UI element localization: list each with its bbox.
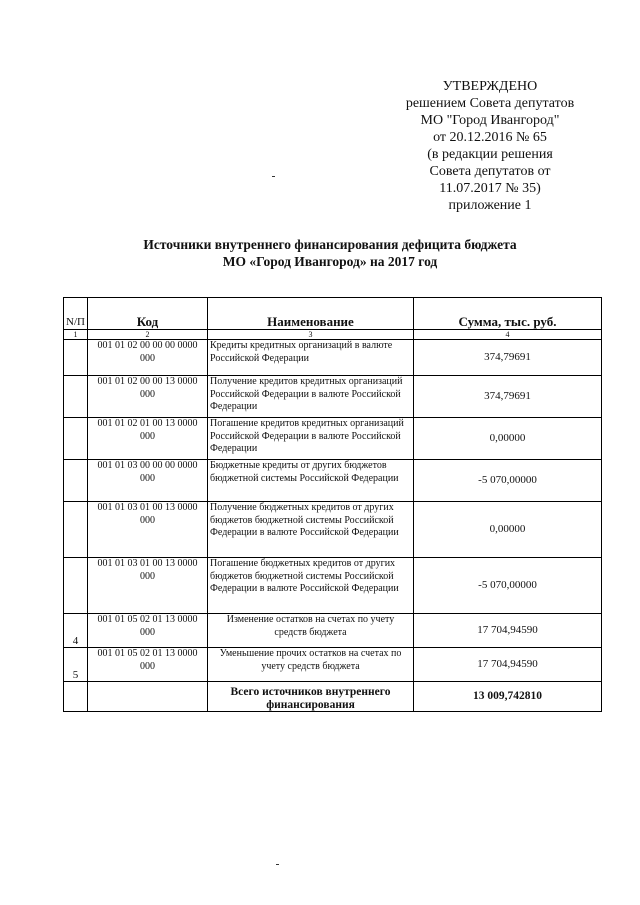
scan-speck xyxy=(272,176,275,177)
row-number xyxy=(64,340,88,376)
approval-appendix: приложение 1 xyxy=(448,198,532,213)
title-line-1: Источники внутреннего финансирования дефицита бюджета xyxy=(143,237,517,252)
row-amount: 17 704,94590 xyxy=(414,614,602,648)
row-code: 001 01 03 01 00 13 0000 000 xyxy=(88,558,208,614)
table-row xyxy=(64,502,602,558)
total-empty-cell xyxy=(64,682,88,712)
row-code: 001 01 03 01 00 13 0000 000 xyxy=(88,502,208,558)
column-number: 4 xyxy=(414,330,602,340)
approval-date: от 20.12.2016 № 65 xyxy=(433,130,547,145)
row-name: Изменение остатков на счетах по учету средств бюджета xyxy=(208,614,414,648)
header-row xyxy=(64,298,602,330)
table-row xyxy=(64,648,602,682)
row-name: Погашение кредитов кредитных организаций Российской Федерации в валюте Российской Федерации xyxy=(208,418,414,460)
row-name: Получение кредитов кредитных организаций Российской Федерации в валюте Российской Федерации xyxy=(208,376,414,418)
header-np: N/П xyxy=(64,298,88,330)
row-code: 001 01 02 01 00 13 0000 000 xyxy=(88,418,208,460)
approval-decision: решением Совета депутатов xyxy=(405,96,575,111)
column-number-row xyxy=(64,330,602,340)
scan-speck xyxy=(276,864,279,865)
row-number xyxy=(64,418,88,460)
row-code: 001 01 03 00 00 00 0000 000 xyxy=(88,460,208,502)
row-number xyxy=(64,502,88,558)
row-name: Бюджетные кредиты от других бюджетов бюджетной системы Российской Федерации xyxy=(208,460,414,502)
row-number: 4 xyxy=(64,614,88,648)
row-name: Получение бюджетных кредитов от других бюджетов бюджетной системы Российской Федерации в валюте Российской Федерации xyxy=(208,502,414,558)
title-line-2: МО «Город Ивангород» на 2017 год xyxy=(222,254,438,269)
approval-title: УТВЕРЖДЕНО xyxy=(442,79,538,94)
row-amount: 374,79691 xyxy=(414,376,602,418)
row-number xyxy=(64,558,88,614)
table-row xyxy=(64,418,602,460)
header-name: Наименование xyxy=(208,298,414,330)
row-code: 001 01 02 00 00 13 0000 000 xyxy=(88,376,208,418)
row-code: 001 01 05 02 01 13 0000 000 xyxy=(88,614,208,648)
header-code: Код xyxy=(88,298,208,330)
document-title xyxy=(80,236,580,270)
row-code: 001 01 02 00 00 00 0000 000 xyxy=(88,340,208,376)
total-row xyxy=(64,682,602,712)
approval-revision-3: 11.07.2017 № 35) xyxy=(439,181,541,196)
approval-revision-2: Совета депутатов от xyxy=(429,164,551,179)
table-row xyxy=(64,460,602,502)
table-row xyxy=(64,340,602,376)
row-code: 001 01 05 02 01 13 0000 000 xyxy=(88,648,208,682)
row-name: Уменьшение прочих остатков на счетах по учету средств бюджета xyxy=(208,648,414,682)
row-amount: -5 070,00000 xyxy=(414,460,602,502)
row-amount: -5 070,00000 xyxy=(414,558,602,614)
column-number: 1 xyxy=(64,330,88,340)
column-number: 3 xyxy=(208,330,414,340)
table-row xyxy=(64,614,602,648)
row-name: Погашение бюджетных кредитов от других бюджетов бюджетной системы Российской Федерации в валюте Российской Федерации xyxy=(208,558,414,614)
financing-sources-table xyxy=(63,297,602,712)
approval-revision-1: (в редакции решения xyxy=(427,147,553,162)
row-number xyxy=(64,460,88,502)
row-amount: 17 704,94590 xyxy=(414,648,602,682)
row-amount: 0,00000 xyxy=(414,418,602,460)
column-number: 2 xyxy=(88,330,208,340)
header-amount: Сумма, тыс. руб. xyxy=(414,298,602,330)
row-amount: 374,79691 xyxy=(414,340,602,376)
total-empty-cell xyxy=(88,682,208,712)
row-amount: 0,00000 xyxy=(414,502,602,558)
table-row xyxy=(64,558,602,614)
total-amount: 13 009,742810 xyxy=(414,682,602,712)
row-name: Кредиты кредитных организаций в валюте Российской Федерации xyxy=(208,340,414,376)
approval-block xyxy=(380,78,600,214)
row-number: 5 xyxy=(64,648,88,682)
table-row xyxy=(64,376,602,418)
row-number xyxy=(64,376,88,418)
approval-municipality: МО "Город Ивангород" xyxy=(420,113,560,128)
total-label: Всего источников внутреннего финансирования xyxy=(208,682,414,712)
